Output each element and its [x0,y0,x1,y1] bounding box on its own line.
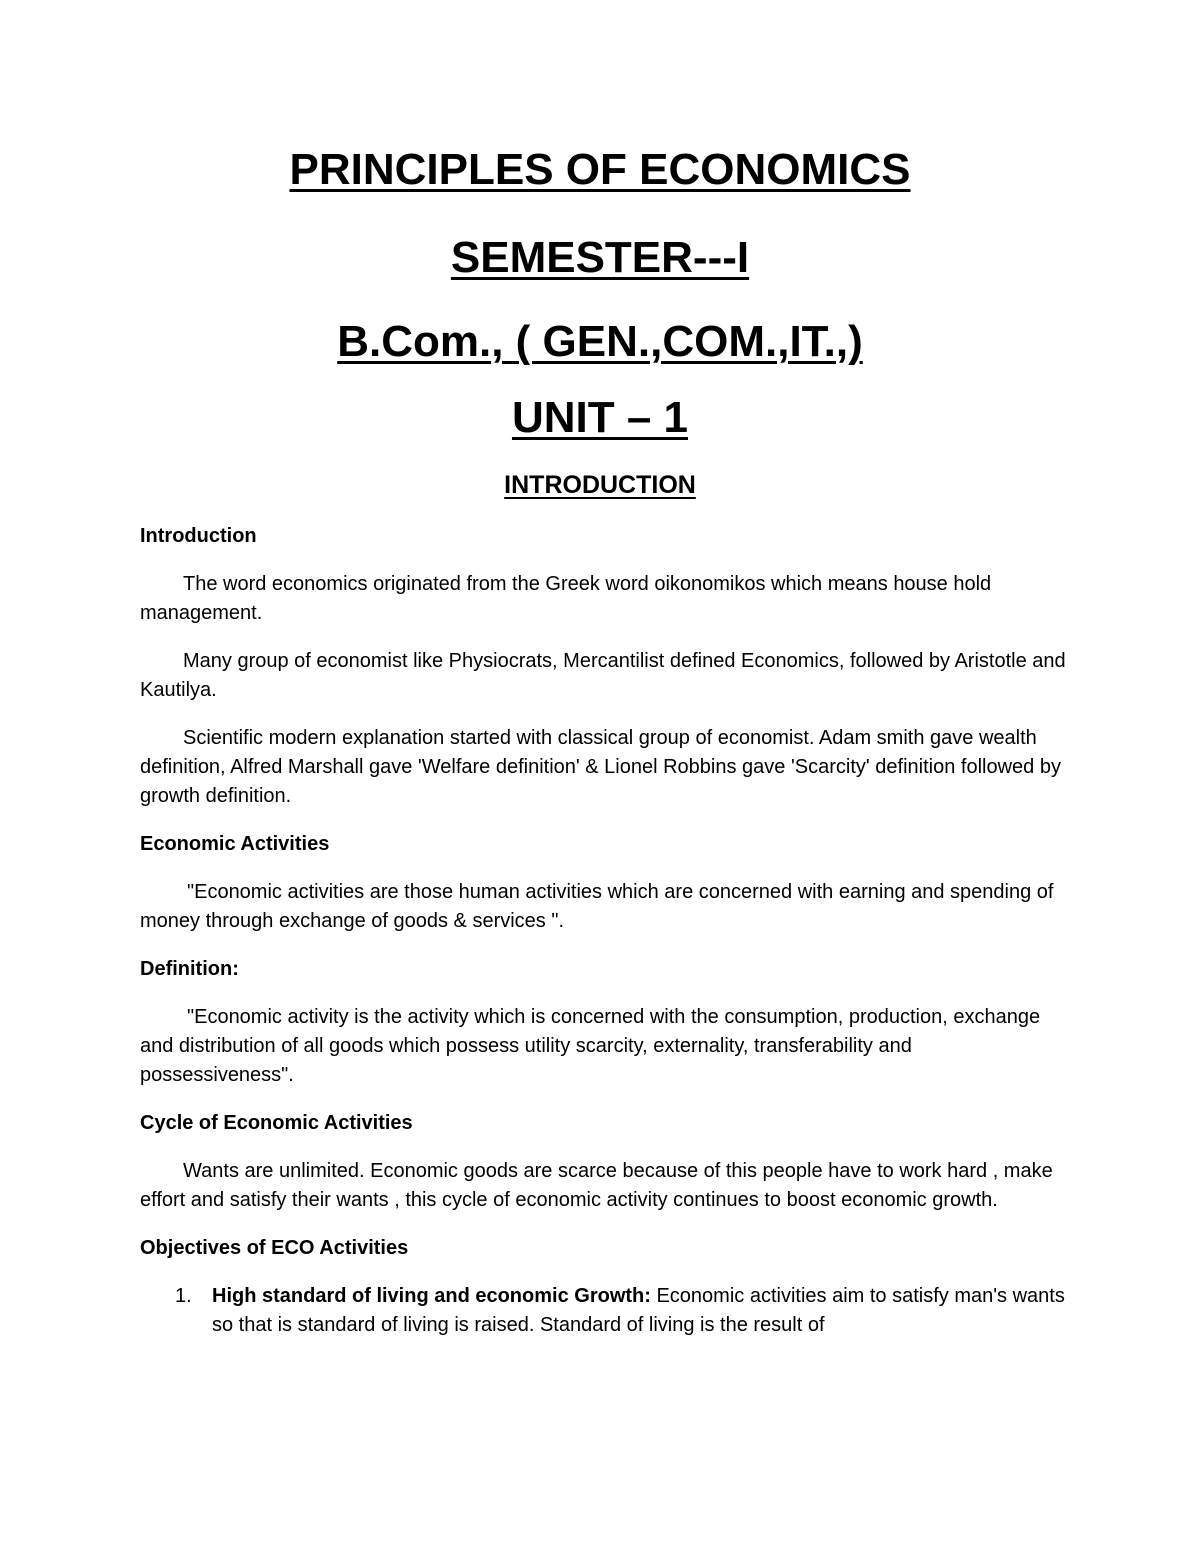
objectives-list [140,1282,1070,1340]
semester-title: SEMESTER---I [450,233,750,282]
definition-heading: Definition: [140,958,239,980]
list-item-text: Economic activities aim to satisfy man's wants so that is standard of living is raised. Standard of living is the result of [212,1285,1065,1336]
cycle-text: Wants are unlimited. Economic goods are scarce because of this people have to work hard , make effort and satisfy their wants , this cycle of economic activity continues to boost economic growth. [140,1160,1053,1211]
list-item-number: 1. [175,1285,192,1307]
course-title: PRINCIPLES OF ECONOMICS [289,145,911,194]
program-title: B.Com., ( GEN.,COM.,IT.,) [337,317,863,366]
economic-activities-heading: Economic Activities [140,833,330,855]
definition-text: "Economic activity is the activity which is concerned with the consumption, production, exchange and distribution of all goods which possess utility scarcity, externality, transferability and possessiveness". [140,1006,1041,1086]
list-item [140,1282,1070,1340]
economic-activities-text: "Economic activities are those human activities which are concerned with earning and spending of money through exchange of goods & services ". [140,881,1054,932]
introduction-paragraph-3: Scientific modern explanation started with classical group of economist. Adam smith gave wealth definition, Alfred Marshall gave 'Welfare definition' & Lionel Robbins gave 'Scarcity' definition followed by growth definition. [140,727,1061,807]
objectives-heading: Objectives of ECO Activities [140,1237,409,1259]
introduction-heading: Introduction [140,525,257,547]
document-body [140,522,1070,1340]
introduction-paragraph-2: Many group of economist like Physiocrats, Mercantilist defined Economics, followed by Aristotle and Kautilya. [140,650,1066,701]
unit-title: UNIT – 1 [511,393,689,442]
list-item-title: High standard of living and economic Growth: [212,1285,651,1307]
cycle-heading: Cycle of Economic Activities [140,1112,413,1134]
section-title: INTRODUCTION [504,471,696,499]
introduction-paragraph-1: The word economics originated from the Greek word oikonomikos which means house hold management. [140,573,992,624]
